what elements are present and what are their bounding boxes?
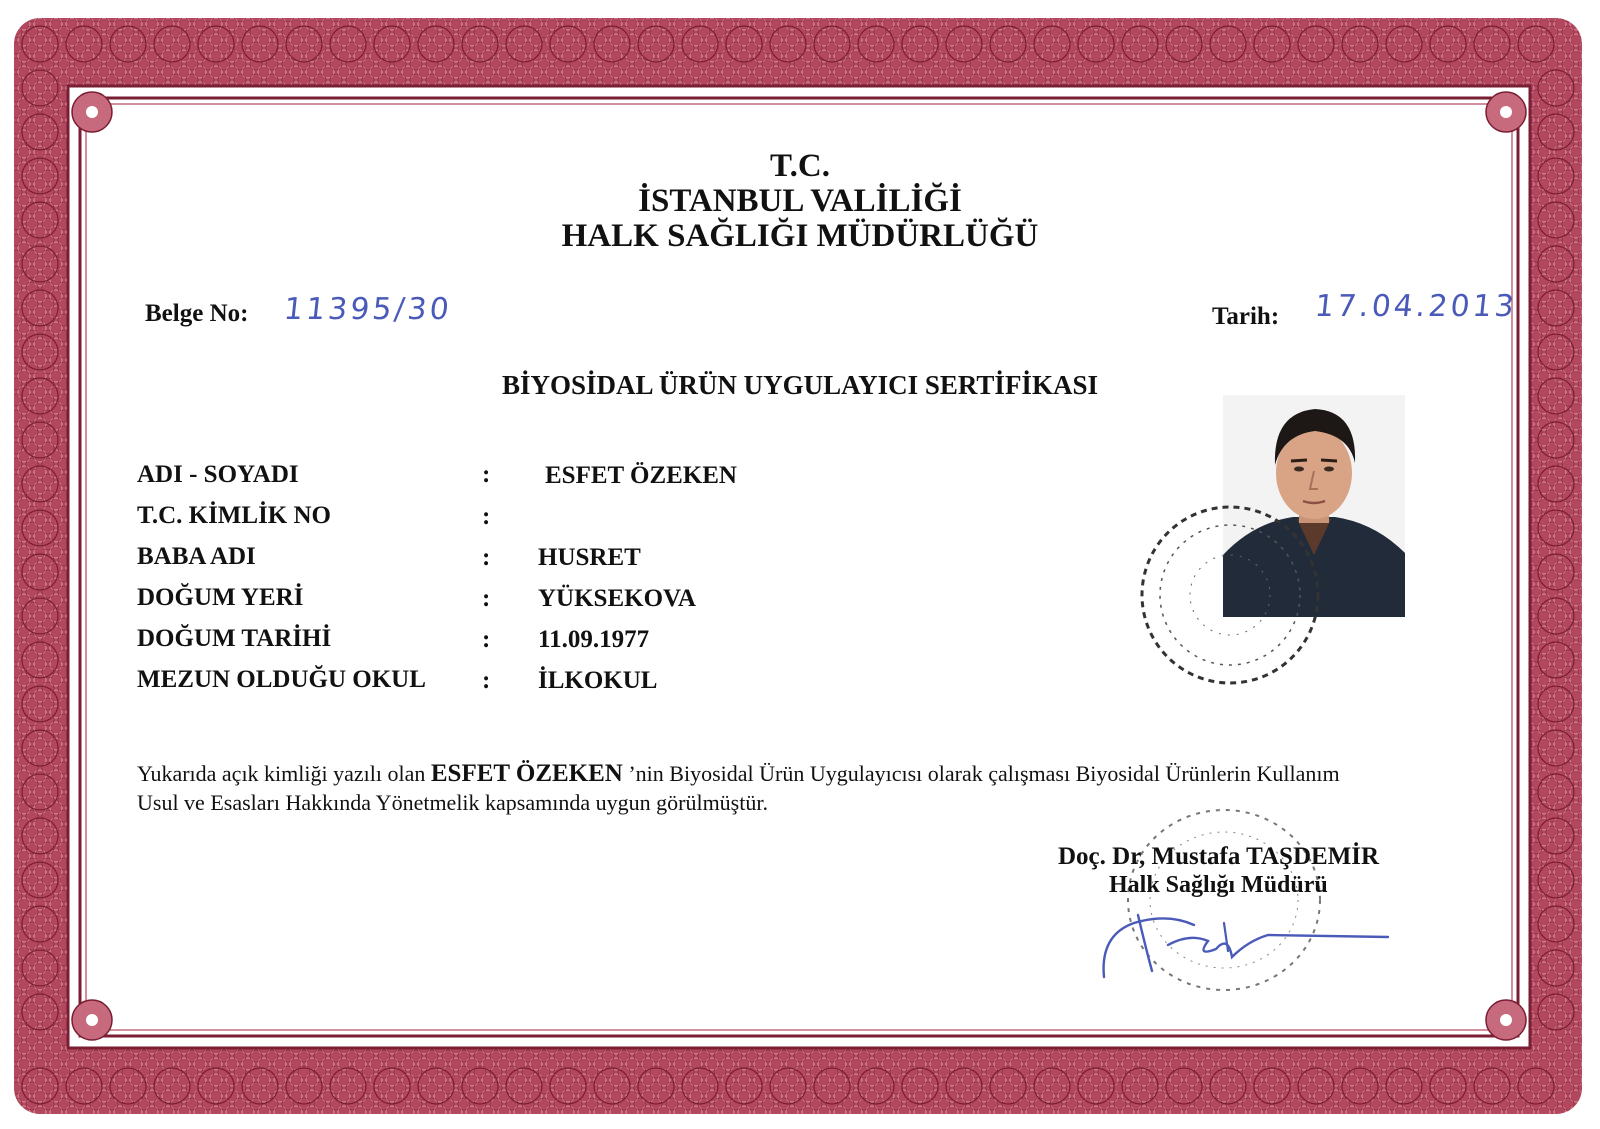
header-tc: T.C. [770, 148, 830, 184]
field-label: MEZUN OLDUĞU OKUL [137, 666, 426, 693]
field-colon: : [482, 461, 491, 488]
field-label: DOĞUM YERİ [137, 584, 304, 611]
field-label: DOĞUM TARİHİ [137, 625, 332, 652]
field-value: ESFET ÖZEKEN [545, 462, 737, 489]
field-value: 11.09.1977 [538, 626, 650, 653]
belge-no-label: Belge No: [145, 300, 249, 327]
field-label: ADI - SOYADI [137, 461, 299, 488]
statement-line-2: Usul ve Esasları Hakkında Yönetmelik kapsamında uygun görülmüştür. [137, 790, 768, 815]
field-colon: : [482, 503, 491, 530]
statement-name: ESFET ÖZEKEN [430, 760, 623, 787]
official-stamp [1130, 495, 1330, 695]
field-label: T.C. KİMLİK NO [137, 502, 331, 529]
statement-suffix: ’nin Biyosidal Ürün Uygulayıcısı olarak çalışması Biyosidal Ürünlerin Kullanım [622, 761, 1340, 786]
field-value: YÜKSEKOVA [538, 585, 696, 612]
header-mudurluk: HALK SAĞLIĞI MÜDÜRLÜĞÜ [561, 218, 1039, 254]
certificate-title: BİYOSİDAL ÜRÜN UYGULAYICI SERTİFİKASI [502, 370, 1098, 400]
field-label: BABA ADI [137, 543, 256, 570]
tarih-value: 17.04.2013 [1313, 289, 1519, 324]
statement-prefix: Yukarıda açık kimliği yazılı olan [137, 761, 431, 786]
field-value: İLKOKUL [538, 667, 658, 694]
statement-line-1 [137, 760, 1340, 787]
tarih-label: Tarih: [1212, 303, 1280, 330]
field-colon: : [482, 667, 491, 694]
handwritten-signature [1098, 905, 1398, 985]
field-colon: : [482, 585, 491, 612]
belge-no-value: 11395/30 [282, 292, 454, 327]
field-value: HUSRET [538, 544, 641, 571]
signatory-title: Halk Sağlığı Müdürü [1109, 872, 1328, 898]
signatory-name: Doç. Dr, Mustafa TAŞDEMİR [1058, 843, 1380, 870]
header-valilik: İSTANBUL VALİLİĞİ [638, 183, 962, 219]
field-colon: : [482, 544, 491, 571]
field-colon: : [482, 626, 491, 653]
